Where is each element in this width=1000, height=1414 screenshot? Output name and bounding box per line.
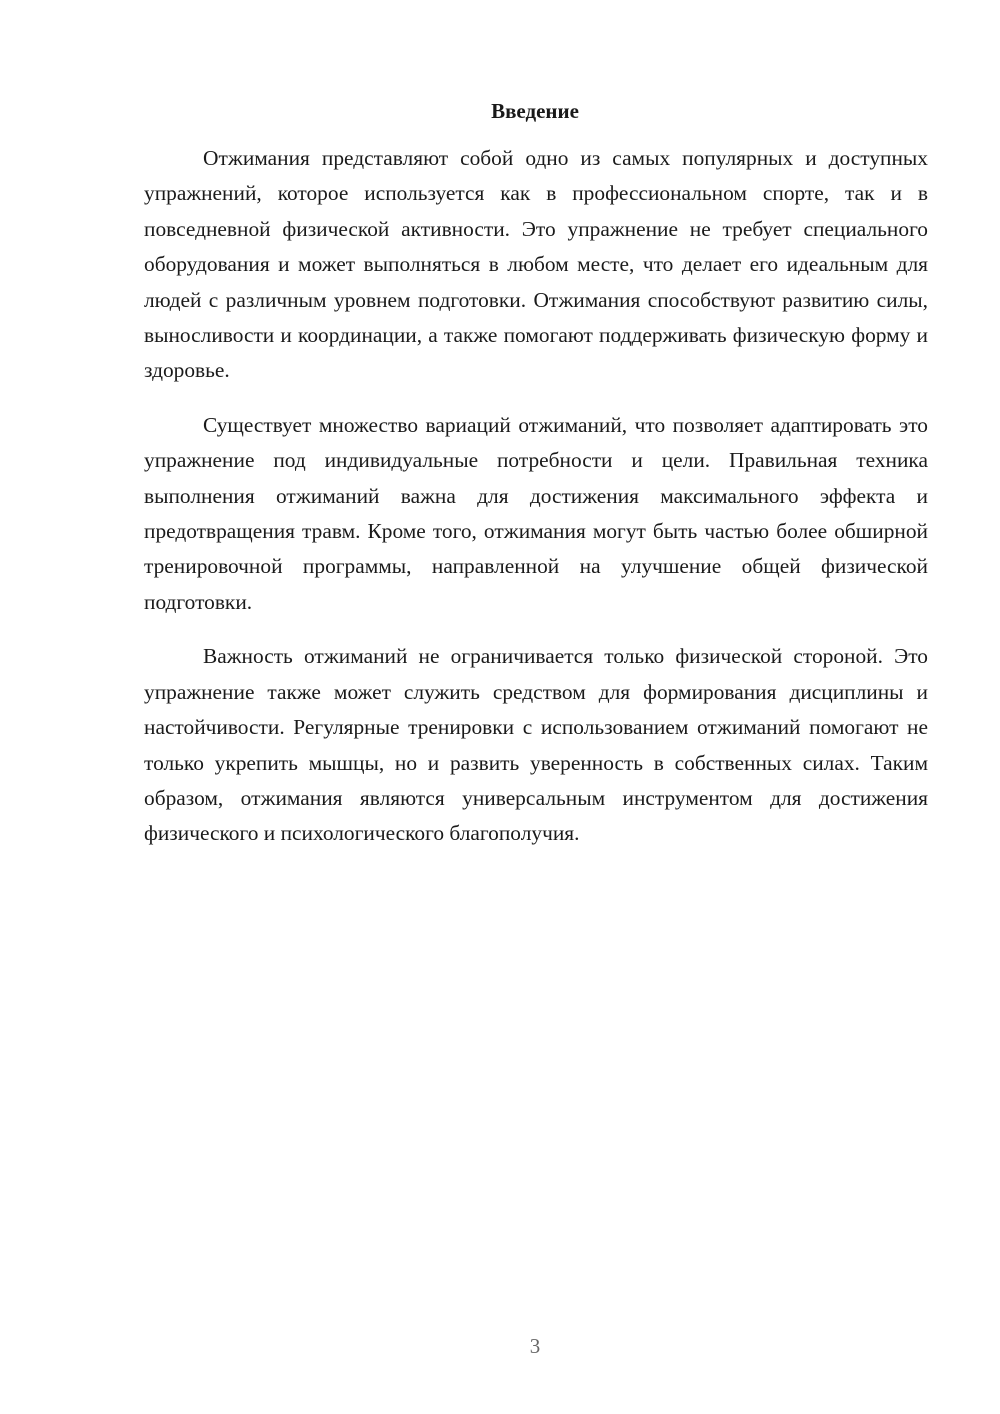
page-number: 3 bbox=[529, 1334, 541, 1358]
body-text bbox=[144, 141, 928, 871]
paragraph-1: Отжимания представляют собой одно из самых популярных и доступных упражнений, которое используется как в профессиональном спорте, так и в повседневной физической активности. Это упражнение не требует специального оборудования и может выполняться в любом месте, что делает его идеальным для людей с различным уровнем подготовки. Отжимания способствуют развитию силы, выносливости и координации, а также помогают поддерживать физическую форму и здоровье. bbox=[144, 146, 928, 383]
section-title: Введение bbox=[491, 99, 579, 123]
paragraph-2: Существует множество вариаций отжиманий, что позволяет адаптировать это упражнение под индивидуальные потребности и цели. Правильная техника выполнения отжиманий важна для достижения максимального эффекта и предотвращения травм. Кроме того, отжимания могут быть частью более обширной тренировочной программы, направленной на улучшение общей физической подготовки. bbox=[144, 412, 928, 614]
paragraph-3: Важность отжиманий не ограничивается только физической стороной. Это упражнение также может служить средством для формирования дисциплины и настойчивости. Регулярные тренировки с использованием отжиманий помогают не только укрепить мышцы, но и развить уверенность в собственных силах. Таким образом, отжимания являются универсальным инструментом для достижения физического и психологического благополучия. bbox=[144, 644, 928, 846]
